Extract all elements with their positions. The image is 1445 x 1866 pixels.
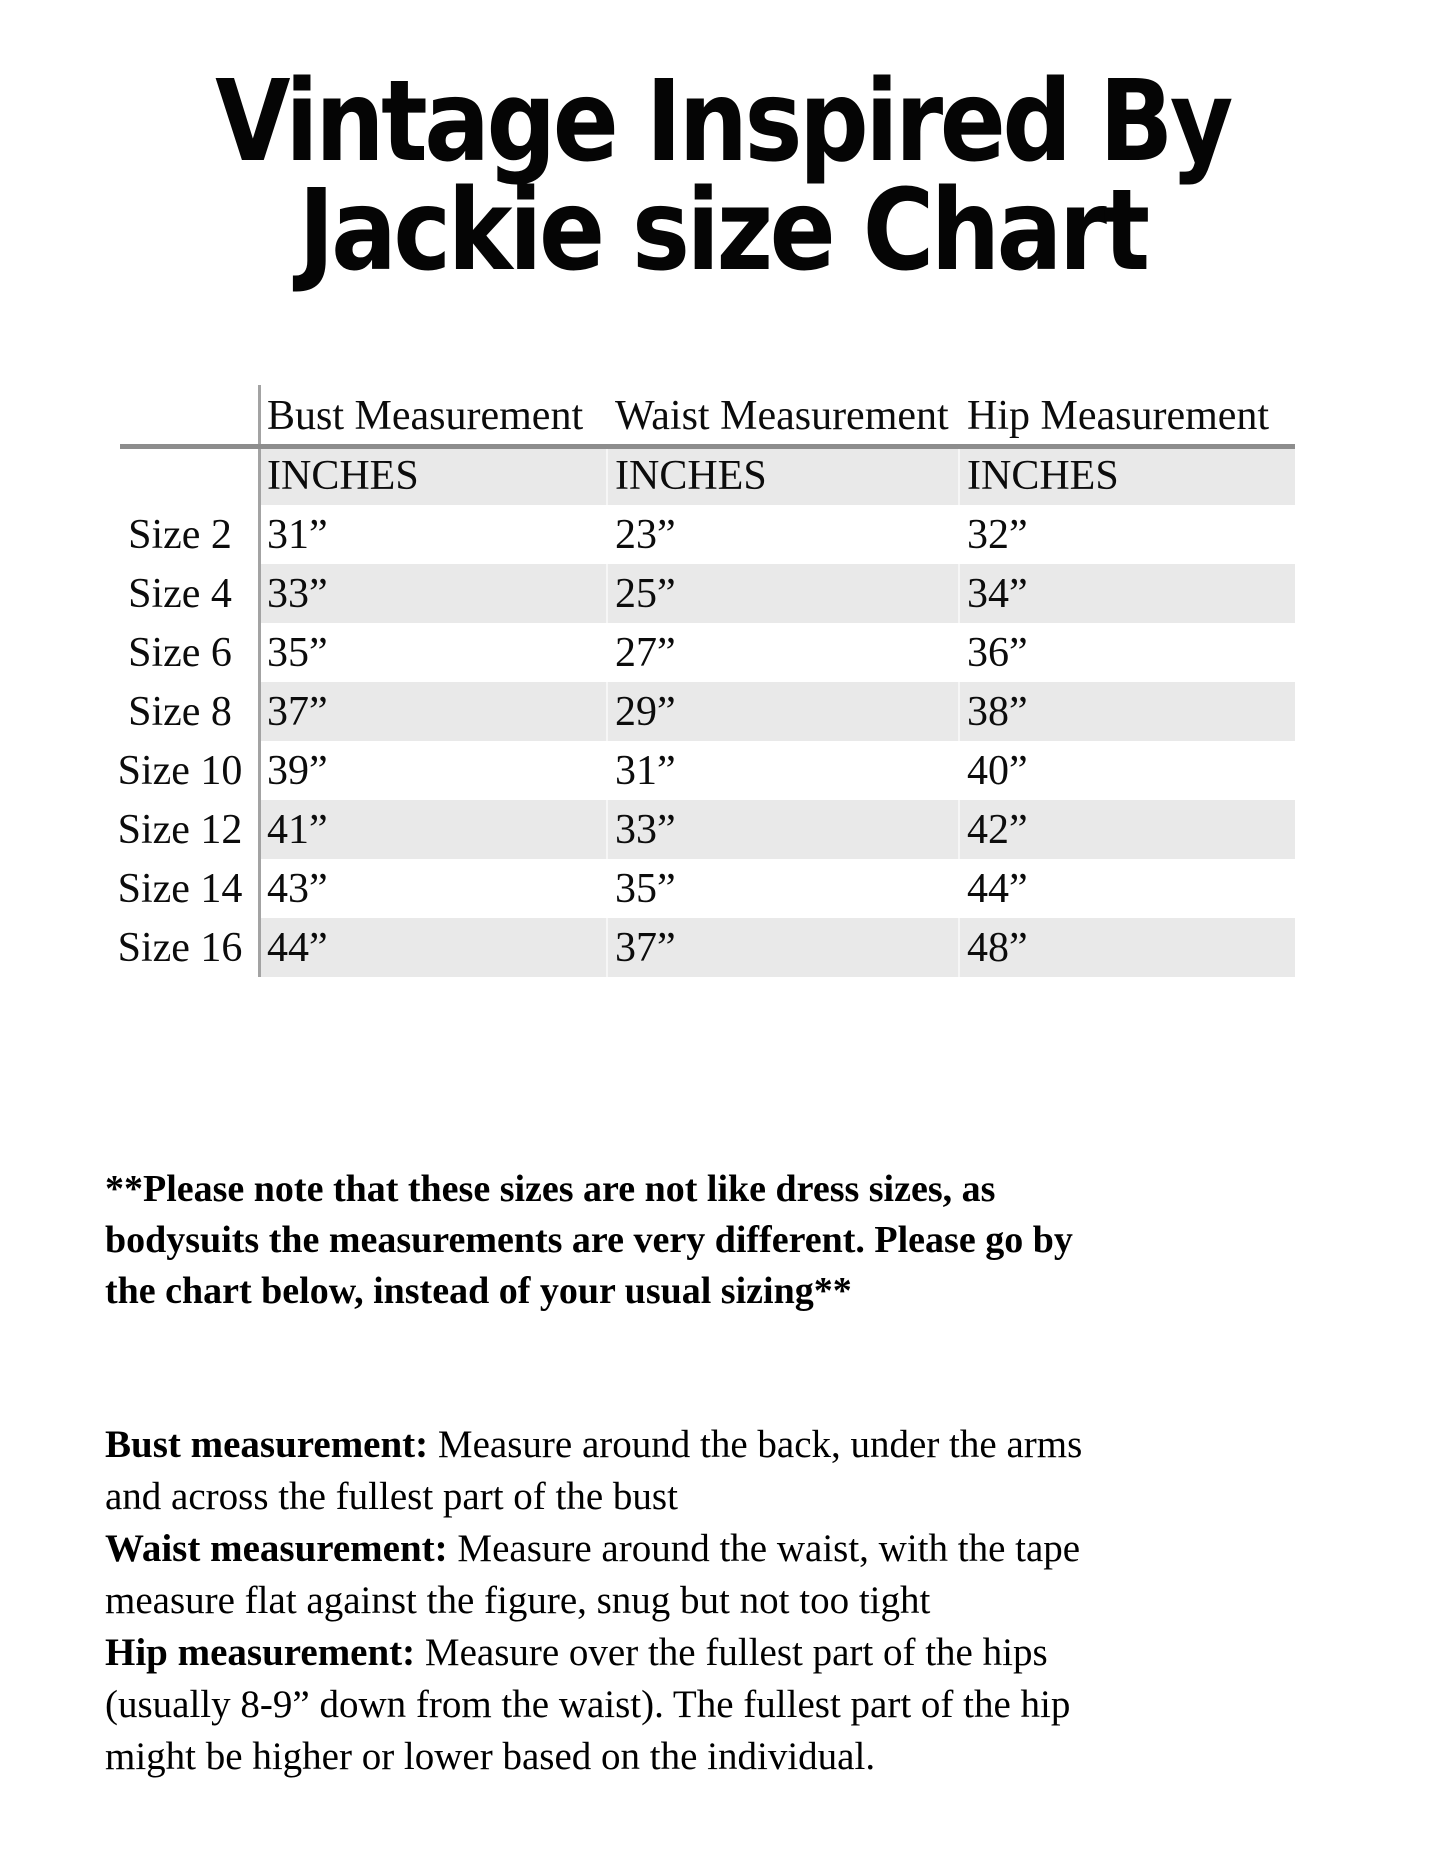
table-row xyxy=(100,623,1295,682)
table-row xyxy=(100,918,1295,977)
definition-term: Waist measurement: xyxy=(105,1527,448,1571)
page-title-line-1: Vintage Inspired By xyxy=(215,57,1230,187)
table-vertical-divider xyxy=(258,385,261,977)
hip-value-cell: 34” xyxy=(960,564,1295,623)
bust-value-cell: 43” xyxy=(260,859,608,918)
hip-value-cell: 42” xyxy=(960,800,1295,859)
waist-value-cell: 31” xyxy=(608,741,960,800)
size-label-cell: Size 16 xyxy=(117,924,243,971)
definition-line: Hip measurement: Measure over the fullest part of the hips xyxy=(105,1631,1048,1675)
definition-line: Waist measurement: Measure around the waist, with the tape xyxy=(105,1527,1081,1571)
waist-value-cell: 27” xyxy=(608,623,960,682)
table-row xyxy=(100,800,1295,859)
table-unit-band xyxy=(260,447,1295,505)
warning-line: **Please note that these sizes are not like dress sizes, as xyxy=(105,1168,996,1211)
size-table-body xyxy=(100,505,1295,977)
table-row xyxy=(100,564,1295,623)
hip-value-cell: 48” xyxy=(960,918,1295,977)
definition-term: Bust measurement: xyxy=(105,1423,429,1467)
warning-line: the chart below, instead of your usual sizing** xyxy=(105,1270,852,1313)
waist-value-cell: 35” xyxy=(608,859,960,918)
bust-value-cell: 39” xyxy=(260,741,608,800)
bust-value-cell: 31” xyxy=(260,505,608,564)
waist-value-cell: 33” xyxy=(608,800,960,859)
unit-label-bust: INCHES xyxy=(260,447,608,505)
size-label-cell: Size 12 xyxy=(117,806,243,853)
column-header-waist: Waist Measurement xyxy=(608,385,960,447)
hip-value-cell: 32” xyxy=(967,511,1028,558)
table-header-rule xyxy=(120,444,1295,449)
waist-value-cell: 23” xyxy=(608,505,960,564)
table-unit-row xyxy=(100,447,1295,505)
warning-line: bodysuits the measurements are very different. Please go by xyxy=(105,1219,1073,1262)
definition-term: Hip measurement: xyxy=(105,1631,416,1675)
size-label-cell: Size 14 xyxy=(117,865,243,912)
bust-value-cell: 35” xyxy=(260,623,608,682)
hip-value-cell: 40” xyxy=(967,747,1028,794)
size-label-cell: Size 6 xyxy=(128,629,232,676)
table-row xyxy=(100,859,1295,918)
waist-value-cell: 29” xyxy=(608,682,960,741)
table-header-row xyxy=(100,385,1295,447)
header-size-spacer xyxy=(100,385,260,447)
measurement-definitions xyxy=(105,1419,1445,1783)
size-table xyxy=(100,385,1295,977)
table-row xyxy=(100,682,1295,741)
size-label-cell: Size 8 xyxy=(128,688,232,735)
column-header-hip: Hip Measurement xyxy=(967,393,1270,440)
bust-value-cell: 33” xyxy=(260,564,608,623)
unit-size-spacer xyxy=(100,447,260,505)
size-label-cell: Size 4 xyxy=(128,570,232,617)
definition-line: measure flat against the figure, snug but not too tight xyxy=(105,1579,931,1623)
hip-value-cell: 44” xyxy=(967,865,1028,912)
size-label-cell: Size 10 xyxy=(117,747,243,794)
bust-value-cell: 44” xyxy=(260,918,608,977)
definition-line: might be higher or lower based on the individual. xyxy=(105,1735,876,1779)
table-row xyxy=(100,505,1295,564)
table-row xyxy=(100,741,1295,800)
column-header-bust: Bust Measurement xyxy=(260,385,608,447)
page-title xyxy=(94,57,1351,296)
bust-value-cell: 41” xyxy=(260,800,608,859)
hip-value-cell: 38” xyxy=(960,682,1295,741)
unit-label-hip: INCHES xyxy=(960,447,1295,505)
table-header-band xyxy=(260,385,1295,447)
definition-line: (usually 8-9” down from the waist). The fullest part of the hip xyxy=(105,1683,1071,1727)
definition-line: Bust measurement: Measure around the back, under the arms xyxy=(105,1423,1083,1467)
size-label-cell: Size 2 xyxy=(128,511,232,558)
definition-line: and across the fullest part of the bust xyxy=(105,1475,678,1519)
hip-value-cell: 36” xyxy=(967,629,1028,676)
sizing-warning-note xyxy=(105,1164,1445,1317)
waist-value-cell: 37” xyxy=(608,918,960,977)
unit-label-waist: INCHES xyxy=(608,447,960,505)
page-title-line-2: Jackie size Chart xyxy=(298,165,1147,296)
waist-value-cell: 25” xyxy=(608,564,960,623)
bust-value-cell: 37” xyxy=(260,682,608,741)
